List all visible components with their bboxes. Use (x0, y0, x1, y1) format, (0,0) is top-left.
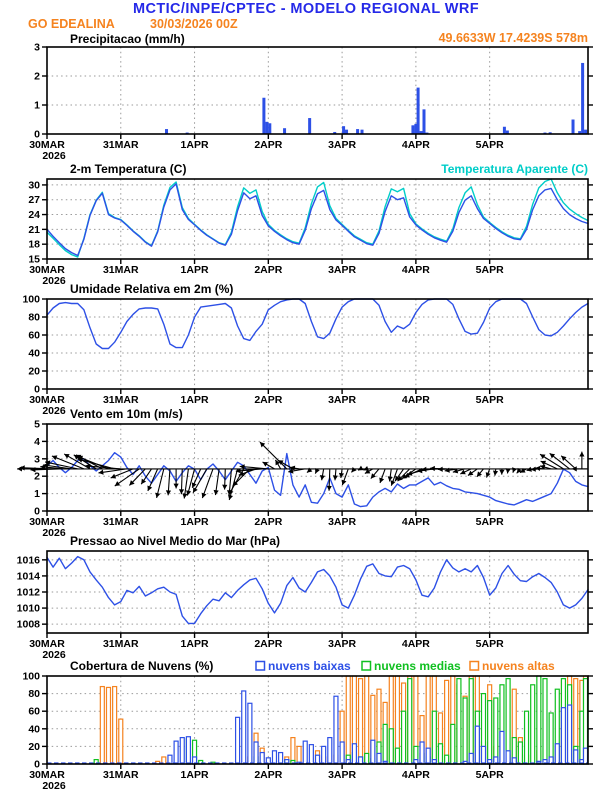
y-tick-label: 0 (34, 383, 40, 396)
y-tick-label: 60 (28, 329, 40, 342)
y-tick-label: 20 (28, 365, 40, 378)
x-tick-label: 5APR (475, 516, 504, 528)
panel-precip (29, 32, 593, 162)
plot-frame (47, 424, 588, 511)
y-tick-label: 4 (34, 435, 40, 448)
y-tick-label: 1012 (16, 586, 40, 599)
x-year-label: 2026 (42, 780, 66, 792)
x-tick-label: 31MAR (102, 638, 139, 650)
panel-wind (17, 407, 593, 539)
series-line (47, 184, 588, 256)
y-tick-label: 30 (28, 179, 40, 192)
panel-title: Cobertura de Nuvens (%) (70, 659, 214, 673)
x-tick-label: 31MAR (102, 769, 139, 781)
legend-swatch (362, 662, 371, 671)
panel-pressure (17, 534, 593, 661)
x-tick-label: 2APR (254, 264, 283, 276)
panel-title: Vento em 10m (m/s) (70, 407, 183, 421)
y-tick-label: 100 (22, 670, 40, 683)
x-tick-label: 30MAR (29, 516, 65, 528)
panel-clouds (22, 659, 593, 792)
y-tick-label: 1016 (16, 554, 40, 567)
y-tick-label: 3 (34, 453, 40, 466)
x-tick-label: 2APR (254, 394, 283, 406)
y-tick-label: 80 (28, 311, 40, 324)
panel-rh (22, 282, 593, 417)
plot-frame (47, 47, 588, 134)
axes (17, 554, 593, 661)
x-tick-label: 4APR (401, 638, 430, 650)
y-tick-label: 40 (28, 723, 40, 736)
station-coordinates: 49.6633W 17.4239S 578m (438, 31, 588, 45)
y-tick-label: 24 (28, 209, 40, 222)
y-tick-label: 2 (34, 470, 40, 483)
panel-right-title: Temperatura Aparente (C) (441, 162, 588, 176)
y-tick-label: 5 (34, 418, 40, 431)
y-tick-label: 100 (22, 293, 40, 306)
x-tick-label: 30MAR (29, 264, 65, 276)
x-tick-label: 31MAR (102, 516, 139, 528)
y-tick-label: 1010 (16, 602, 40, 615)
axes (29, 419, 593, 540)
x-tick-label: 4APR (401, 769, 430, 781)
precip-bars (165, 63, 587, 134)
x-tick-label: 30MAR (29, 769, 65, 781)
legend-label: nuvens medias (374, 659, 461, 673)
x-year-label: 2026 (42, 649, 66, 661)
panel-title: Umidade Relativa em 2m (%) (70, 282, 234, 296)
x-tick-label: 3APR (328, 264, 357, 276)
y-tick-label: 2 (34, 70, 40, 83)
x-tick-label: 2APR (254, 638, 283, 650)
panel-title: 2-m Temperatura (C) (70, 162, 187, 176)
series-line (47, 179, 588, 257)
y-tick-label: 1014 (16, 570, 40, 583)
x-tick-label: 1APR (180, 769, 209, 781)
x-tick-label: 30MAR (29, 139, 65, 151)
x-tick-label: 5APR (475, 139, 504, 151)
y-tick-label: 18 (28, 238, 40, 251)
station-name: GO EDEALINA (28, 17, 115, 31)
y-tick-label: 0 (34, 758, 40, 771)
grid (47, 424, 588, 511)
x-tick-label: 31MAR (102, 264, 139, 276)
series-line (47, 453, 588, 507)
y-tick-label: 80 (28, 688, 40, 701)
y-tick-label: 27 (28, 194, 40, 207)
panel-temp (28, 162, 593, 287)
x-tick-label: 2APR (254, 516, 283, 528)
x-tick-label: 1APR (180, 638, 209, 650)
plot-frame (47, 299, 588, 389)
y-tick-label: 21 (28, 223, 40, 236)
legend-swatch (256, 662, 265, 671)
x-tick-label: 3APR (328, 516, 357, 528)
x-tick-label: 1APR (180, 394, 209, 406)
cloud-legend (256, 659, 555, 673)
y-tick-label: 20 (28, 740, 40, 753)
x-year-label: 2026 (42, 275, 66, 287)
x-tick-label: 31MAR (102, 394, 139, 406)
run-datetime: 30/03/2026 00Z (150, 17, 238, 31)
x-tick-label: 30MAR (29, 394, 65, 406)
y-tick-label: 40 (28, 347, 40, 360)
grid (47, 47, 588, 134)
y-tick-label: 0 (34, 128, 40, 141)
x-tick-label: 3APR (328, 769, 357, 781)
legend-label: nuvens baixas (268, 659, 351, 673)
grid (47, 299, 588, 389)
plot-frame (47, 179, 588, 259)
axes (28, 179, 593, 287)
y-tick-label: 15 (28, 253, 40, 266)
x-tick-label: 4APR (401, 516, 430, 528)
axes (29, 42, 593, 163)
x-tick-label: 5APR (475, 769, 504, 781)
x-tick-label: 4APR (401, 264, 430, 276)
x-tick-label: 2APR (254, 139, 283, 151)
legend-label: nuvens altas (482, 659, 555, 673)
x-tick-label: 3APR (328, 139, 357, 151)
x-tick-label: 3APR (328, 638, 357, 650)
x-year-label: 2026 (42, 405, 66, 417)
y-tick-label: 3 (34, 41, 40, 54)
x-tick-label: 1APR (180, 516, 209, 528)
x-year-label: 2026 (42, 527, 66, 539)
y-tick-label: 1 (34, 99, 40, 112)
x-tick-label: 2APR (254, 769, 283, 781)
y-tick-label: 1008 (16, 618, 40, 631)
x-tick-label: 4APR (401, 394, 430, 406)
x-tick-label: 5APR (475, 394, 504, 406)
y-tick-label: 0 (34, 505, 40, 518)
x-tick-label: 5APR (475, 638, 504, 650)
x-tick-label: 4APR (401, 139, 430, 151)
x-tick-label: 5APR (475, 264, 504, 276)
x-year-label: 2026 (42, 150, 66, 162)
panel-title: Pressao ao Nivel Medio do Mar (hPa) (70, 534, 281, 548)
series-line (47, 299, 588, 349)
grid (47, 551, 588, 633)
grid (47, 179, 588, 259)
x-tick-label: 1APR (180, 139, 209, 151)
cloud-bars (47, 676, 588, 764)
x-tick-label: 3APR (328, 394, 357, 406)
x-tick-label: 1APR (180, 264, 209, 276)
legend-swatch (470, 662, 479, 671)
y-tick-label: 60 (28, 705, 40, 718)
x-tick-label: 31MAR (102, 139, 139, 151)
y-tick-label: 1 (34, 488, 40, 501)
series-line (47, 557, 588, 624)
page-title: MCTIC/INPE/CPTEC - MODELO REGIONAL WRF (132, 1, 479, 17)
x-tick-label: 30MAR (29, 638, 65, 650)
panel-title: Precipitacao (mm/h) (70, 32, 185, 46)
